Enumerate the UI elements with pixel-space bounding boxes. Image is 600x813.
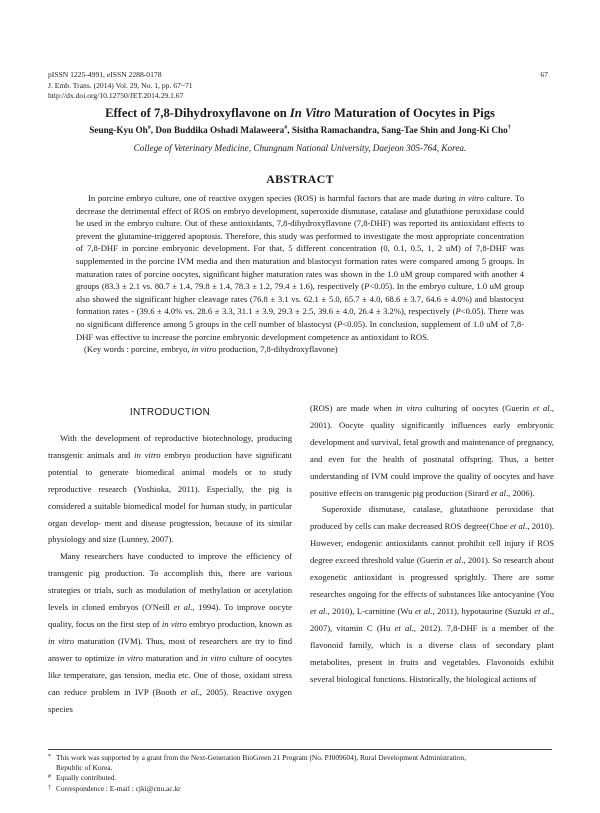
affiliation: College of Veterinary Medicine, Chungnam National University, Daejeon 305-764, Korea.: [133, 143, 467, 153]
issn-line: pISSN 1225-4991, eISSN 2288-0178: [48, 70, 162, 79]
right-column: [310, 400, 554, 687]
body-paragraph: (ROS) are made when in vitro culturing of oocytes (Guerin et al., 2001). Oocyte quality significantly influences early embryonic development and survival, fetal growth and maintenance of pregnancy, and even for the health of postnatal offspring. Thus, a better understanding of IVM could improve the quality of oocytes and have positive effects on transgenic pig production (Sirard et al., 2006).: [310, 403, 554, 498]
doi-link[interactable]: http://dx.doi.org/10.12750/JET.2014.29.1.67: [48, 91, 184, 100]
footnote-funding: * This work was supported by a grant from the Next-Generation BioGreen 21 Program (No. PJ009604), Rural Development Administration,: [48, 753, 467, 762]
footnote-equal-contribution: # Equally contributed.: [48, 773, 117, 783]
body-paragraph: Superoxide dismutase, catalase, glutathione peroxidase that produced by cells can make decreased ROS degree(Choe et al., 2010). However, endogenic antioxidants cannot prohibit cell injury if ROS degree exceed threshold value (Guerin et al., 2001). So research about exogenetic antioxidant is progressed sprightly. There are some researches ongoing for the effects of substances like antocyanine (You et al., 2010), L-carnitine (Wu et al., 2011), hypotaurine (Suzuki et al., 2007), vitamin C (Hu et al., 2012). 7,8-DHF is a member of the flavonoid family, which is a diverse class of secondary plant metabolites, present in fruits and vegetables. Flavonoids exhibit several biological functions. Historically, the biological actions of: [310, 504, 554, 684]
footnote-funding-continued: Republic of Korea.: [56, 763, 113, 773]
equal-contribution-mark: #: [284, 125, 288, 131]
left-column: [48, 400, 292, 717]
journal-header: [48, 70, 193, 102]
abstract-paragraph: In porcine embryo culture, one of reactive oxygen species (ROS) is harmful factors that are made during in vitro culture. To decrease the detrimental effect of ROS on embryo development, superoxide dismutase, catalase and glutathione peroxidase could be used in the embryo culture. Out of these antioxidants, 7,8-dihydroxyflavone (7,8-DHF) was reported its antioxidant effects to prevent the glutamine-triggered apoptosis. Therefore, this study was performed to investigate the most appropriate concentration of 7,8-DHF in porcine embryonic development. For that, 5 different concentration (0, 0.1, 0.5, 1, 2 uM) of 7,8-DHF was supplemented in the porcine IVM media and then maturation and blastocyst formation rates were compared among 5 groups. In maturation rates of porcine oocytes, significant higher maturation rates was shown in the 1.0 uM group compared with another 4 groups (83.3 ± 2.1 vs. 80.7 ± 1.4, 79.8 ± 1.4, 78.3 ± 1.2, 79.4 ± 1.6), respectively (P<0.05). In the embryo culture, 1.0 uM group also showed the significant higher cleavage rates (76.8 ± 3.1 vs. 62.1 ± 5.0, 65.7 ± 4.0, 68.6 ± 3.7, 64.6 ± 4.0%) and blastocyst formation rates - (39.6 ± 4.0% vs. 28.6 ± 3.3, 31.1 ± 3.9, 29.3 ± 2.5, 39.6 ± 4.0, 26.4 ± 3.2%), respectively (P<0.05). There was no significant difference among 5 groups in the cell number of blastocyst (P<0.05). In conclusion, supplement of 1.0 uM of 7,8-DHF was effective to increase the porcine embryonic development competence as antioxidant to ROS.: [76, 193, 524, 342]
introduction-heading: INTRODUCTION: [129, 407, 211, 418]
page-number: 67: [540, 70, 548, 79]
journal-citation: J. Emb. Trans. (2014) Vol. 29, No. 1, pp. 67~71: [48, 80, 193, 90]
footnote-correspondence: † Correspondence : E-mail : cjki@cnu.ac.kr: [48, 783, 181, 793]
footnotes: [48, 753, 552, 794]
body-paragraph: Many researchers have conducted to improve the efficiency of transgenic pig production. To accomplish this, there are various strategies or trials, such as modulation of methylation or acetylation levels in cloned embryos (O'Neill et al., 1994). To improve oocyte quality, focus on the first step of in vitro embryo production, known as in vitro maturation (IVM). Thus, most of researchers are try to find answer to optimize in vitro maturation and in vitro culture of oocytes like temperature, gas tension, media etc. One of those, oxidant stress can reduce problem in IVP (Booth et al., 2005). Reactive oxygen species: [48, 551, 293, 714]
equal-contribution-mark: #: [147, 125, 151, 131]
footnote-divider: [48, 749, 552, 750]
paper-title: Effect of 7,8-Dihydroxyflavone on In Vitro Maturation of Oocytes in Pigs: [105, 106, 495, 120]
corresponding-author-mark: †: [507, 125, 511, 131]
author-list: Seung-Kyu Oh#, Don Buddika Oshadi Malaweera#, Sisitha Ramachandra, Sang-Tae Shin and Jong-Ki Cho†: [89, 125, 511, 136]
keywords: (Key words : porcine, embryo, in vitro production, 7,8-dihydroxyflavone): [84, 344, 338, 355]
abstract-heading: ABSTRACT: [266, 172, 334, 186]
abstract-body: [76, 192, 524, 356]
body-paragraph: With the development of reproductive biotechnology, producing transgenic animals and in vitro embryo production have significant potential to generate biomedical animal models or to study reproductive research (Yoshioka, 2011). Especially, the pig is considered a suitable biomedical model for human study, in particular organ develop- ment and disease progression, because of its similar physiology and size (Lunney, 2007).: [48, 433, 292, 545]
